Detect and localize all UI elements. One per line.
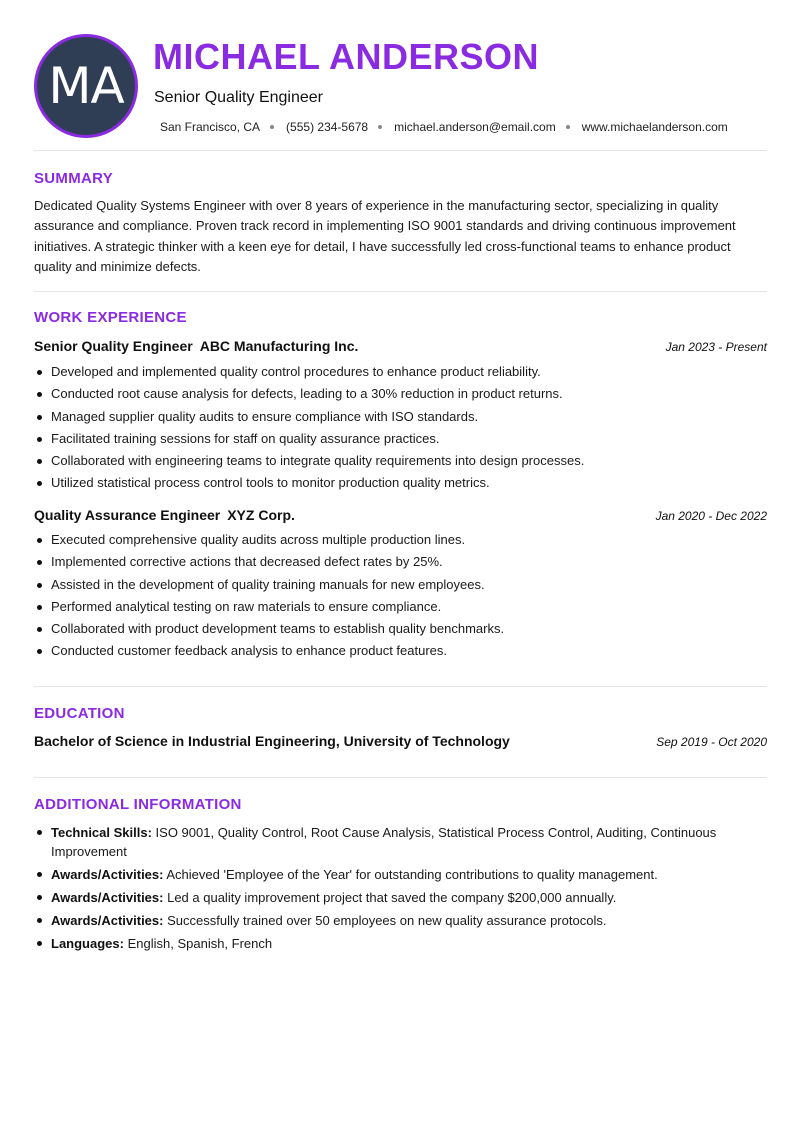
job-header	[34, 338, 767, 354]
job-dates: Jan 2023 - Present	[665, 340, 767, 354]
avatar-initials: MA	[48, 57, 124, 115]
education-dates: Sep 2019 - Oct 2020	[656, 735, 767, 749]
list-item: Collaborated with product development teams to establish quality benchmarks.	[34, 620, 767, 642]
list-item	[34, 865, 767, 884]
work-experience-heading: WORK EXPERIENCE	[34, 309, 187, 326]
education-degree: Bachelor of Science in Industrial Engineering, University of Technology	[34, 733, 510, 749]
list-item: Developed and implemented quality control procedures to enhance product reliability.	[34, 363, 767, 385]
job-dates: Jan 2020 - Dec 2022	[655, 509, 767, 523]
list-item	[34, 888, 767, 907]
contact-website[interactable]: www.michaelanderson.com	[581, 120, 728, 134]
additional-info-heading: ADDITIONAL INFORMATION	[34, 796, 242, 813]
candidate-title: Senior Quality Engineer	[154, 89, 323, 106]
list-item	[34, 934, 767, 953]
list-item: Utilized statistical process control tools to monitor production quality metrics.	[34, 474, 767, 496]
job-company: ABC Manufacturing Inc.	[199, 338, 359, 354]
item-label: Awards/Activities:	[51, 890, 164, 905]
separator-dot-icon	[270, 125, 274, 129]
list-item: Facilitated training sessions for staff on quality assurance practices.	[34, 430, 767, 452]
job-bullet-list	[34, 363, 767, 497]
item-text: ISO 9001, Quality Control, Root Cause Analysis, Statistical Process Control, Auditing, Continuous Improvement	[51, 825, 717, 859]
section-divider	[34, 686, 767, 687]
list-item: Collaborated with engineering teams to integrate quality requirements into design processes.	[34, 452, 767, 474]
summary-text: Dedicated Quality Systems Engineer with over 8 years of experience in the manufacturing sector, specializing in quality assurance and compliance. Proven track record in implementing ISO 9001 standards and driving continuous improvement initiatives. A strategic thinker with a keen eye for detail, I have successfully led cross-functional teams to enhance product quality and minimize defects.	[34, 198, 736, 274]
item-text: Successfully trained over 50 employees on new quality assurance protocols.	[167, 913, 607, 928]
job-role: Senior Quality Engineer	[34, 338, 193, 354]
additional-info-list	[34, 823, 767, 957]
contact-email[interactable]: michael.anderson@email.com	[394, 120, 556, 134]
item-text: Led a quality improvement project that saved the company $200,000 annually.	[167, 890, 617, 905]
avatar	[34, 34, 138, 138]
job-bullet-list	[34, 531, 767, 665]
job-role: Quality Assurance Engineer	[34, 507, 221, 523]
contact-bar	[160, 120, 728, 134]
list-item: Performed analytical testing on raw materials to ensure compliance.	[34, 598, 767, 620]
summary-heading: SUMMARY	[34, 170, 114, 187]
candidate-name: MICHAEL ANDERSON	[153, 36, 540, 77]
job-company: XYZ Corp.	[227, 507, 295, 523]
item-label: Awards/Activities:	[51, 913, 164, 928]
section-divider	[34, 291, 767, 292]
list-item: Managed supplier quality audits to ensure compliance with ISO standards.	[34, 408, 767, 430]
item-text: Achieved 'Employee of the Year' for outstanding contributions to quality management.	[166, 867, 658, 882]
job-role-company	[34, 507, 295, 523]
contact-location: San Francisco, CA	[160, 120, 261, 134]
list-item: Assisted in the development of quality training manuals for new employees.	[34, 576, 767, 598]
item-label: Languages:	[51, 936, 124, 951]
separator-dot-icon	[378, 125, 382, 129]
item-label: Awards/Activities:	[51, 867, 164, 882]
item-label: Technical Skills:	[51, 825, 152, 840]
contact-phone: (555) 234-5678	[286, 120, 369, 134]
section-divider	[34, 777, 767, 778]
education-heading: EDUCATION	[34, 705, 125, 722]
list-item: Implemented corrective actions that decreased defect rates by 25%.	[34, 553, 767, 575]
job-role-company	[34, 338, 358, 354]
list-item: Conducted root cause analysis for defects, leading to a 30% reduction in product returns.	[34, 385, 767, 407]
list-item	[34, 823, 767, 861]
separator-dot-icon	[566, 125, 570, 129]
job-header	[34, 507, 767, 523]
list-item: Conducted customer feedback analysis to enhance product features.	[34, 642, 767, 664]
item-text: English, Spanish, French	[127, 936, 273, 951]
section-divider	[34, 150, 767, 151]
list-item	[34, 911, 767, 930]
education-entry	[34, 733, 767, 749]
list-item: Executed comprehensive quality audits across multiple production lines.	[34, 531, 767, 553]
